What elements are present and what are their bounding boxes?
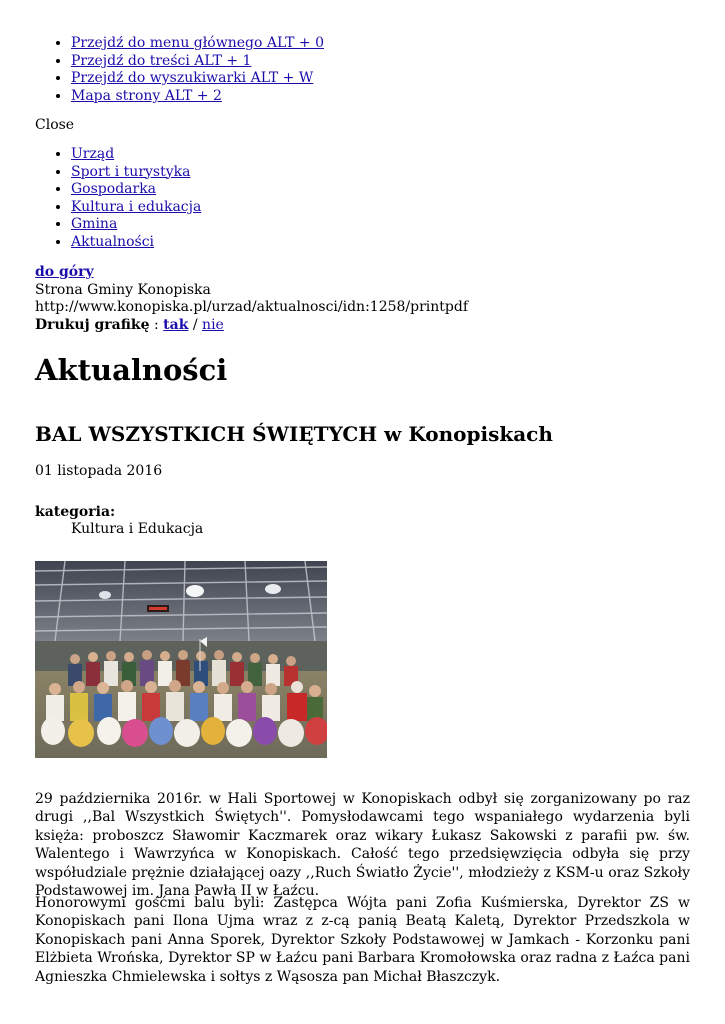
nav-item-gmina[interactable]: Gmina <box>71 216 118 233</box>
slash-separator: / <box>192 316 198 333</box>
list-item <box>71 234 201 252</box>
print-graphics-row <box>35 317 468 335</box>
skip-link-search[interactable]: Przejdź do wyszukiwarki ALT + W <box>71 70 314 87</box>
article-date: 01 listopada 2016 <box>35 463 163 479</box>
skip-link-sitemap[interactable]: Mapa strony ALT + 2 <box>71 87 222 104</box>
list-item <box>71 216 201 234</box>
page-url: http://www.konopiska.pl/urzad/aktualnosci/idn:1258/printpdf <box>35 299 469 316</box>
group-photo-image <box>35 561 327 758</box>
colon-separator: : <box>154 316 159 333</box>
close-label[interactable]: Close <box>35 117 75 133</box>
main-nav-list <box>0 146 201 252</box>
article-paragraph-2: Honorowymi gośćmi balu byli: Zastępca Wójta pani Zofia Kuśmierska, Dyrektor ZS w Konopiskach pani Ilona Ujma wraz z z-cą panią Beatą Kaletą, Dyrektor Przedszkola w Konopiskach pani Anna Sporek, Dyrektor Szkoły Podstawowej w Jamkach - Korzonku pani Elżbieta Wrońska, Dyrektor SP w Łaźcu pani Barbara Kromołowska oraz radna z Łaźca pani Agnieszka Chmielewska i sołtys z Wąsosza pan Michał Błaszczyk. <box>35 895 690 985</box>
nav-item-gospodarka[interactable]: Gospodarka <box>71 181 157 198</box>
list-item <box>71 88 324 106</box>
list-item <box>71 181 201 199</box>
list-item <box>71 199 201 217</box>
nav-item-sport[interactable]: Sport i turystyka <box>71 163 191 180</box>
category-label: kategoria: <box>35 504 116 520</box>
article-photo <box>35 561 327 758</box>
print-graphics-label: Drukuj grafikę <box>35 316 150 333</box>
category-value: Kultura i Edukacja <box>71 521 204 537</box>
list-item <box>71 164 201 182</box>
skip-link-content[interactable]: Przejdź do treści ALT + 1 <box>71 52 252 69</box>
article-paragraph-1: 29 października 2016r. w Hali Sportowej w Konopiskach odbył się zorganizowany po raz drugi ,,Bal Wszystkich Świętych''. Pomysłodawcami tego wspaniałego wydarzenia byli księża: proboszcz Sławomir Kaczmarek oraz wikary Łukasz Sakowski z parafii pw. św. Walentego i Wawrzyńca w Konopiskach. Całość tego przedsięwzięcia odbyła się przy współudziale prężnie działającej oazy ,,Ruch Światło Życie'', młodzieży z KSM-u oraz Szkoły Podstawowej im. Jana Pawła II w Łaźcu. <box>35 791 690 900</box>
article-title: BAL WSZYSTKICH ŚWIĘTYCH w Konopiskach <box>35 422 553 446</box>
nav-item-kultura[interactable]: Kultura i edukacja <box>71 198 202 215</box>
nav-item-aktualnosci[interactable]: Aktualności <box>71 233 155 250</box>
print-graphics-yes-link[interactable]: tak <box>163 316 189 333</box>
print-graphics-no-link[interactable]: nie <box>202 316 224 333</box>
skip-links-list <box>0 35 324 105</box>
list-item <box>71 146 201 164</box>
list-item <box>71 35 324 53</box>
skip-link-main-menu[interactable]: Przejdź do menu głównego ALT + 0 <box>71 35 324 51</box>
back-to-top-link[interactable]: do góry <box>35 264 94 280</box>
list-item <box>71 70 324 88</box>
site-name: Strona Gminy Konopiska <box>35 281 211 298</box>
print-header <box>35 264 468 334</box>
nav-item-urzad[interactable]: Urząd <box>71 146 115 162</box>
list-item <box>71 53 324 71</box>
page-title: Aktualności <box>35 353 228 387</box>
